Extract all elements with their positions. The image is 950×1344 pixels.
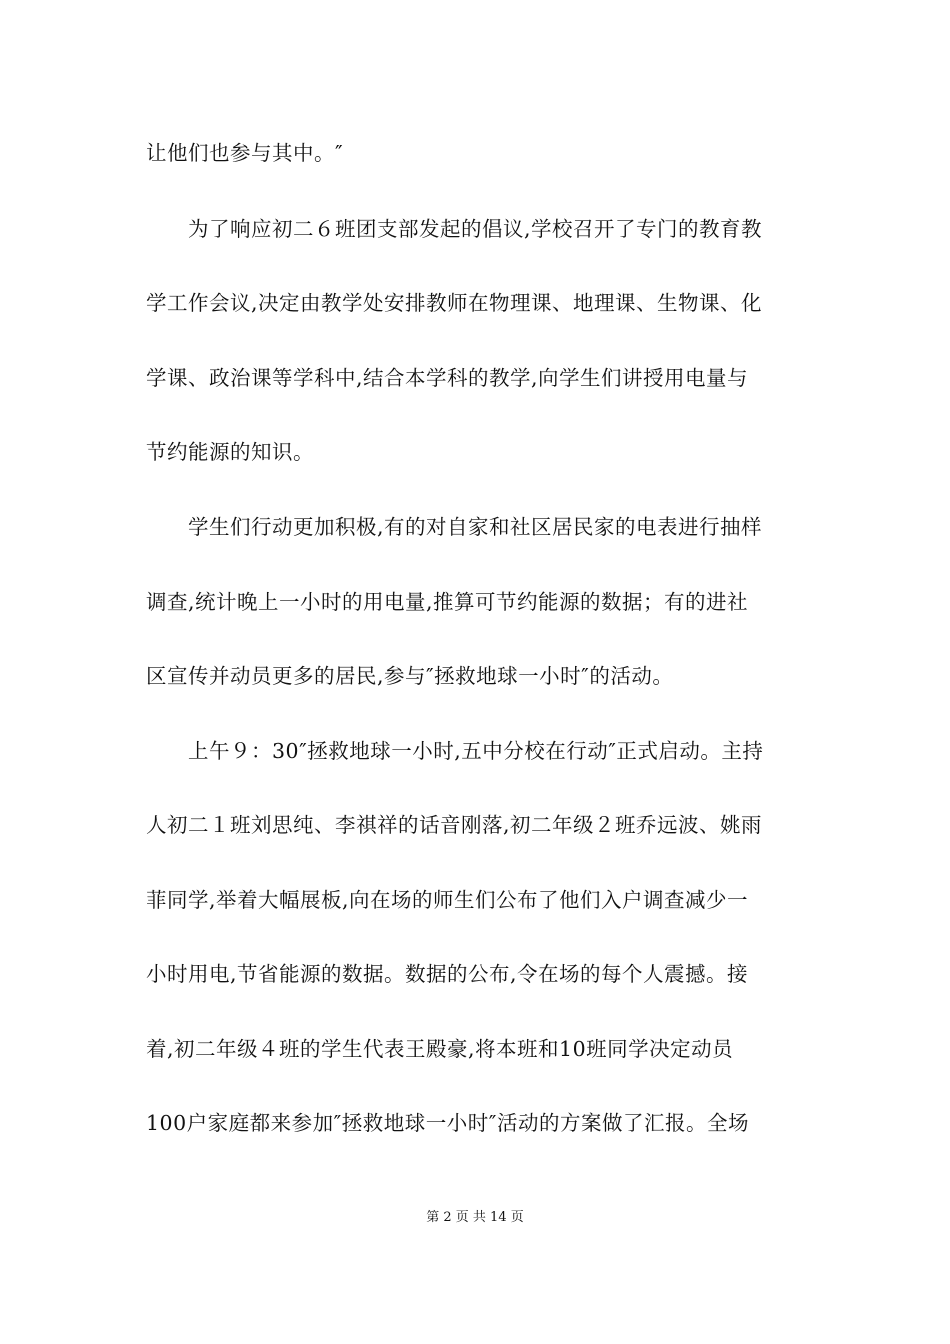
text-line-9: 上午９：30″拯救地球一小时,五中分校在行动″正式启动。主持 [146,739,764,763]
text-line-3: 学工作会议,决定由教学处安排教师在物理课、地理课、生物课、化 [146,291,763,315]
text-line-14: 100户家庭都来参加″拯救地球一小时″活动的方案做了汇报。全场 [146,1111,749,1135]
text-line-12: 小时用电,节省能源的数据。数据的公布,令在场的每个人震撼。接 [146,962,749,986]
text-line-7: 调查,统计晚上一小时的用电量,推算可节约能源的数据；有的进社 [146,590,749,614]
text-line-5: 节约能源的知识。 [146,440,314,464]
text-line-8: 区宣传并动员更多的居民,参与″拯救地球一小时″的活动。 [146,664,674,688]
text-line-11: 菲同学,举着大幅展板,向在场的师生们公布了他们入户调查减少一 [146,888,749,912]
text-line-6: 学生们行动更加积极,有的对自家和社区居民家的电表进行抽样 [146,515,763,539]
text-line-13: 着,初二年级４班的学生代表王殿豪,将本班和10班同学决定动员 [146,1037,734,1061]
text-line-2: 为了响应初二６班团支部发起的倡议,学校召开了专门的教育教 [146,217,763,241]
page-number-footer: 第 2 页 共 14 页 [426,1210,524,1225]
text-line-10: 人初二１班刘思纯、李祺祥的话音刚落,初二年级２班乔远波、姚雨 [146,813,763,837]
text-line-1: 让他们也参与其中。″ [146,141,344,165]
text-line-4: 学课、政治课等学科中,结合本学科的教学,向学生们讲授用电量与 [146,366,749,390]
